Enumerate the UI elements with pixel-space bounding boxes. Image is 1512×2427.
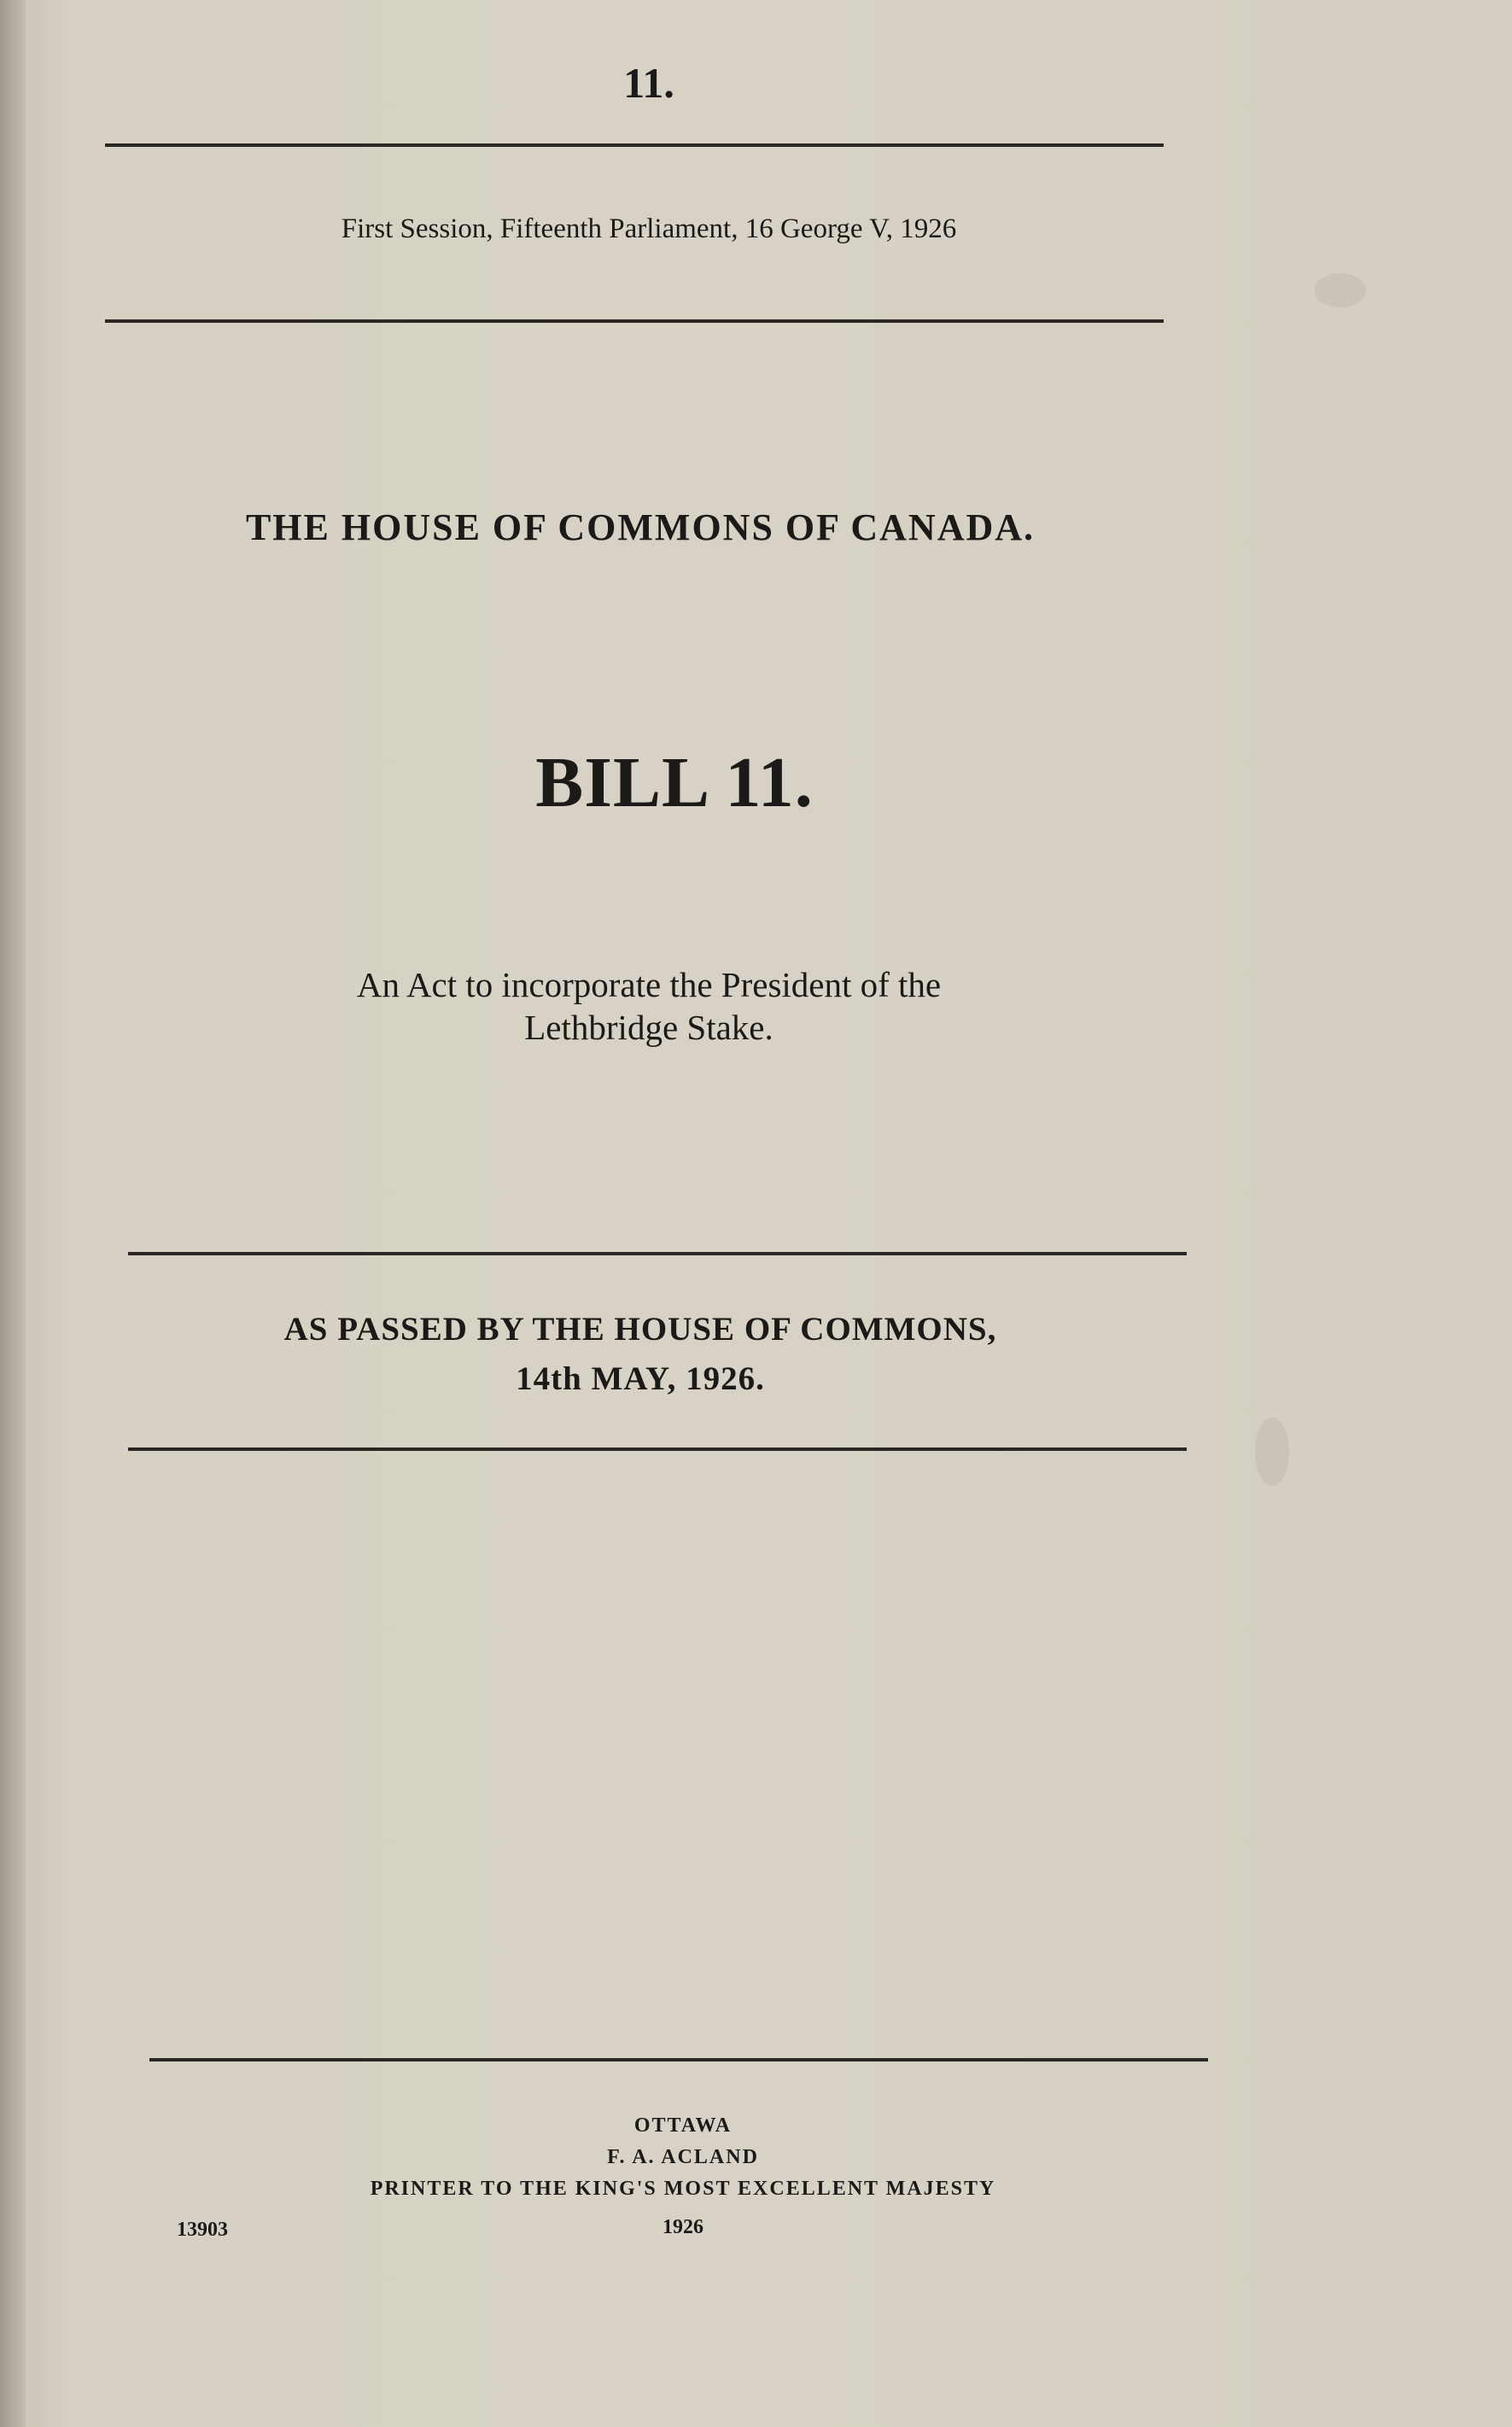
session-line: First Session, Fifteenth Parliament, 16 George V, 1926 [341,213,957,244]
top-rule [105,143,1164,147]
imprint-printer: F. A. ACLAND [607,2146,759,2168]
paper-stain [1255,1418,1289,1486]
bill-title: BILL 11. [535,743,814,822]
passed-bottom-rule [128,1447,1187,1451]
page-number: 11. [623,59,674,107]
act-title [179,963,1118,1049]
session-rule [105,319,1164,323]
binding-edge [0,0,26,2427]
passed-line-2: 14th MAY, 1926. [516,1360,765,1397]
print-year: 1926 [663,2216,703,2238]
print-code: 13903 [177,2219,228,2241]
passed-top-rule [128,1252,1187,1255]
house-heading: THE HOUSE OF COMMONS OF CANADA. [245,506,1036,548]
passed-line-1: AS PASSED BY THE HOUSE OF COMMONS, [283,1311,997,1348]
imprint-title: PRINTER TO THE KING'S MOST EXCELLENT MAJESTY [370,2178,996,2200]
paper-stain [1315,273,1366,307]
imprint-rule [149,2058,1208,2061]
act-title-line-1: An Act to incorporate the President of the [356,965,942,1004]
passed-notice [128,1305,1153,1404]
imprint-city: OTTAWA [633,2114,733,2137]
act-title-line-2: Lethbridge Stake. [524,1008,774,1047]
